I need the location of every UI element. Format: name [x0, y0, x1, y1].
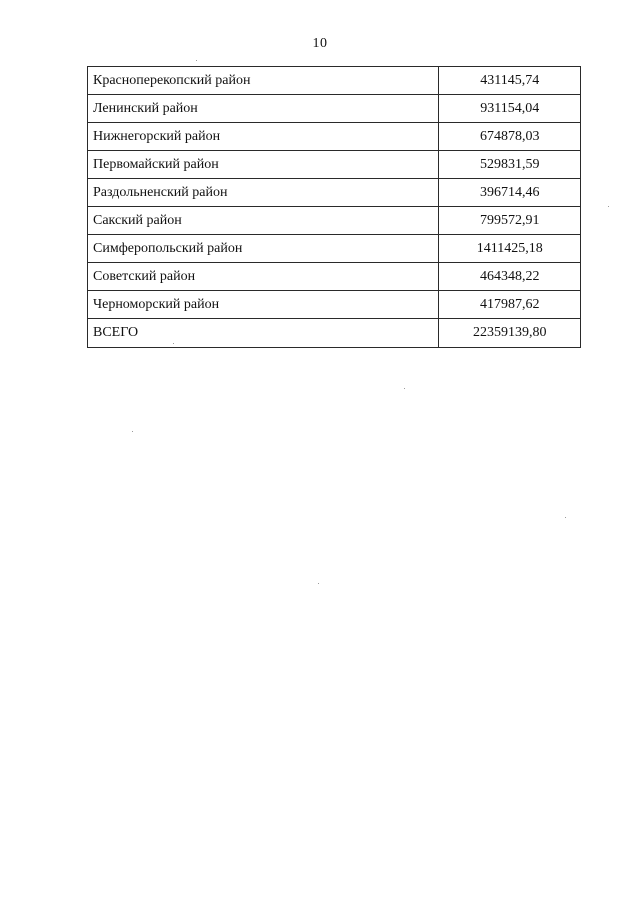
amount-cell: 417987,62: [439, 291, 581, 319]
district-name-cell: Ленинский район: [88, 95, 439, 123]
table-row: [88, 67, 581, 95]
district-name-cell: Симферопольский район: [88, 235, 439, 263]
table-row: [88, 207, 581, 235]
scan-speck: [608, 206, 609, 207]
table-row: [88, 151, 581, 179]
amount-cell: 799572,91: [439, 207, 581, 235]
page-number: 10: [312, 36, 328, 51]
scan-speck: [132, 431, 133, 432]
scan-speck: [404, 388, 405, 389]
table-row: [88, 263, 581, 291]
total-amount-cell: 22359139,80: [439, 319, 581, 348]
amount-cell: 674878,03: [439, 123, 581, 151]
table-row: [88, 291, 581, 319]
scan-speck: [173, 343, 174, 344]
district-name-cell: Советский район: [88, 263, 439, 291]
table-row: [88, 235, 581, 263]
amount-cell: 1411425,18: [439, 235, 581, 263]
table-row: [88, 123, 581, 151]
amount-cell: 464348,22: [439, 263, 581, 291]
table-row: [88, 95, 581, 123]
district-name-cell: Красноперекопский район: [88, 67, 439, 95]
district-name-cell: Нижнегорский район: [88, 123, 439, 151]
district-name-cell: Черноморский район: [88, 291, 439, 319]
total-label-cell: ВСЕГО: [88, 319, 439, 348]
amount-cell: 931154,04: [439, 95, 581, 123]
scan-speck: [565, 517, 566, 518]
district-name-cell: Сакский район: [88, 207, 439, 235]
district-name-cell: Первомайский район: [88, 151, 439, 179]
scan-speck: [196, 60, 197, 61]
district-amounts-table: [87, 66, 581, 348]
amount-cell: 529831,59: [439, 151, 581, 179]
scan-speck: [318, 583, 319, 584]
amount-cell: 396714,46: [439, 179, 581, 207]
table-row: [88, 179, 581, 207]
district-name-cell: Раздольненский район: [88, 179, 439, 207]
total-row: [88, 319, 581, 348]
table-body: [88, 67, 581, 348]
amount-cell: 431145,74: [439, 67, 581, 95]
